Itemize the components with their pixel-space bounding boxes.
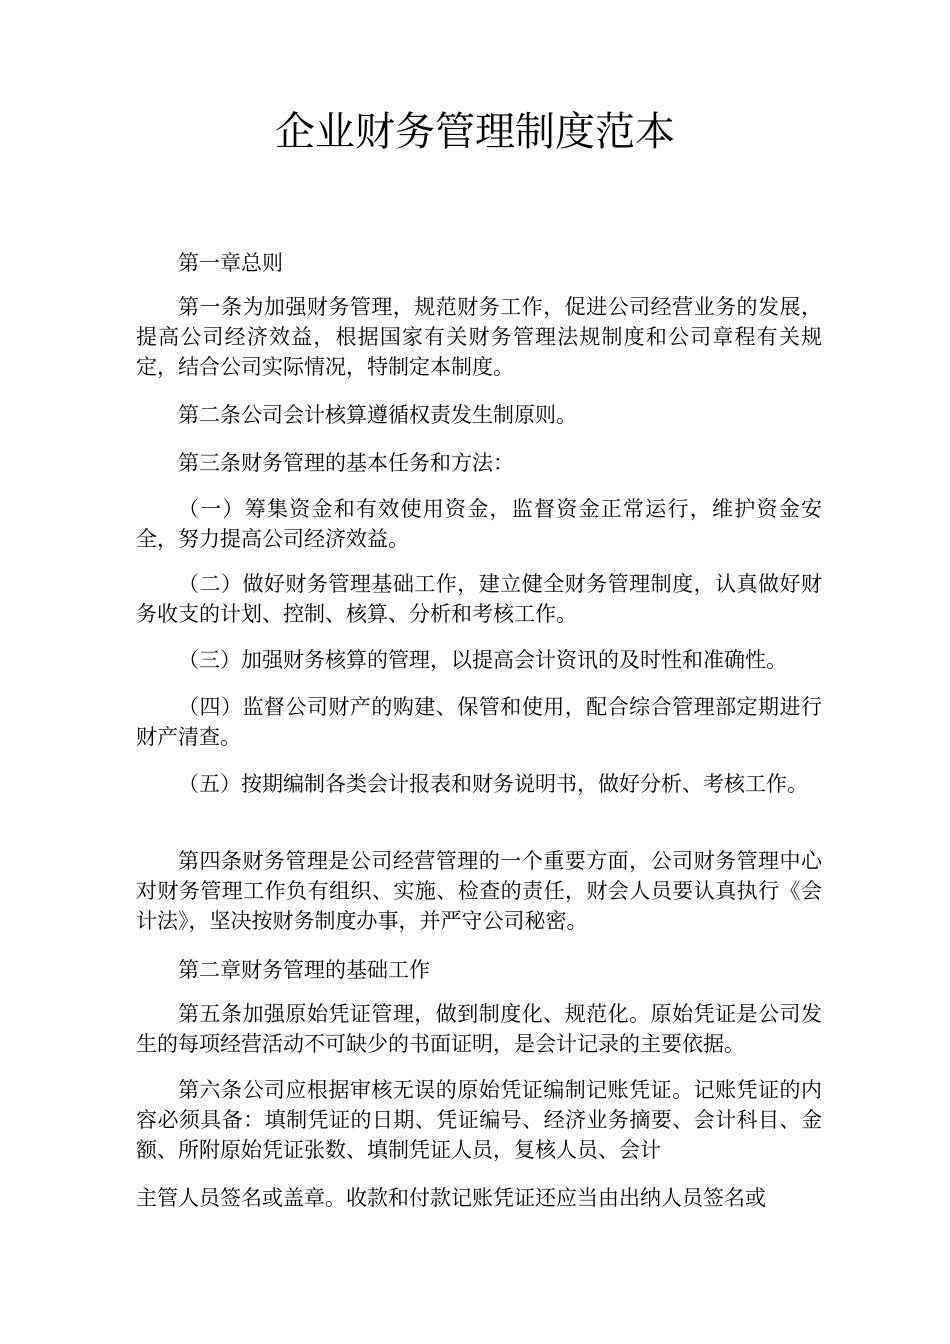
article-5: 第五条加强原始凭证管理，做到制度化、规范化。原始凭证是公司发生的每项经营活动不可缺少的书面证明，是会计记录的主要依据。	[136, 1002, 822, 1056]
document-title: 企业财务管理制度范本	[275, 109, 675, 155]
article-3-item-5: （五）按期编制各类会计报表和财务说明书，做好分析、考核工作。	[178, 772, 808, 796]
article-3-item-4: （四）监督公司财产的购建、保管和使用，配合综合管理部定期进行财产清查。	[136, 695, 822, 749]
article-1: 第一条为加强财务管理，规范财务工作，促进公司经营业务的发展，提高公司经济效益，根据国家有关财务管理法规制度和公司章程有关规定，结合公司实际情况，特制定本制度。	[136, 295, 822, 379]
chapter-heading-2: 第二章财务管理的基础工作	[178, 958, 430, 982]
article-6-continuation: 主管人员签名或盖章。收款和付款记账凭证还应当由出纳人员签名或	[136, 1186, 766, 1210]
chapter-heading-1: 第一章总则	[178, 251, 283, 275]
article-4: 第四条财务管理是公司经营管理的一个重要方面，公司财务管理中心对财务管理工作负有组织、实施、检查的责任，财会人员要认真执行《会计法》，坚决按财务制度办事，并严守公司秘密。	[136, 849, 822, 933]
article-6: 第六条公司应根据审核无误的原始凭证编制记账凭证。记账凭证的内容必须具备：填制凭证的日期、凭证编号、经济业务摘要、会计科目、金额、所附原始凭证张数、填制凭证人员，复核人员、会计	[136, 1078, 822, 1162]
article-3-item-3: （三）加强财务核算的管理，以提高会计资讯的及时性和准确性。	[178, 648, 787, 672]
article-3-item-1: （一）筹集资金和有效使用资金，监督资金正常运行，维护资金安全，努力提高公司经济效益。	[136, 497, 822, 551]
article-3-item-2: （二）做好财务管理基础工作，建立健全财务管理制度，认真做好财务收支的计划、控制、核算、分析和考核工作。	[136, 572, 822, 626]
article-2: 第二条公司会计核算遵循权责发生制原则。	[178, 403, 577, 427]
article-3: 第三条财务管理的基本任务和方法：	[178, 451, 514, 475]
